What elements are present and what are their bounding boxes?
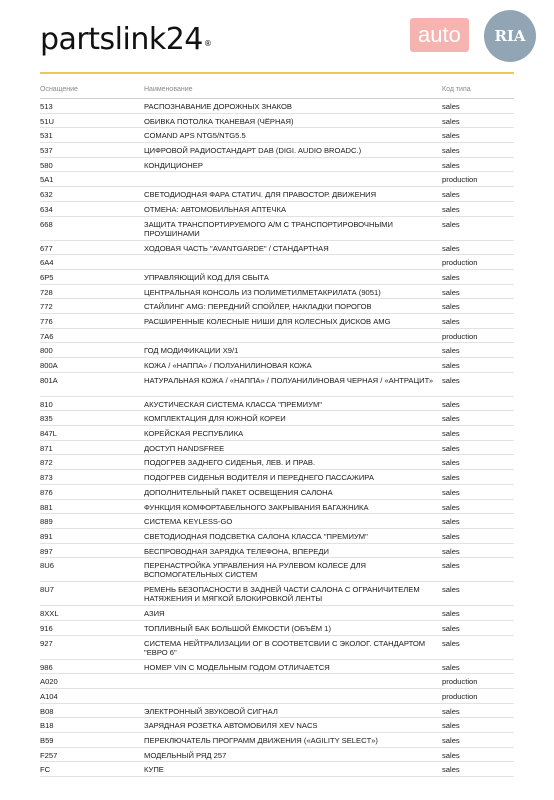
- option-code: 881: [40, 502, 53, 512]
- type-code: sales: [442, 243, 460, 253]
- type-code: sales: [442, 346, 460, 356]
- option-code: A104: [40, 692, 58, 701]
- type-code: production: [442, 692, 478, 701]
- column-header-type-code: Код типа: [442, 86, 471, 93]
- option-code: 872: [40, 458, 53, 468]
- type-code: sales: [442, 561, 460, 571]
- type-code: sales: [442, 190, 460, 200]
- option-name: ОТМЕНА: АВТОМОБИЛЬНАЯ АПТЕЧКА: [144, 204, 287, 214]
- option-code: F257: [40, 750, 58, 760]
- table-row: [40, 255, 514, 270]
- option-name: СИСТЕМА НЕЙТРАЛИЗАЦИИ ОГ В СООТВЕТСВИИ С ЭКОЛОГ. СТАНДАРТОМ "ЕВРО 6": [144, 638, 426, 657]
- page-header: [0, 0, 554, 74]
- type-code: sales: [442, 302, 460, 312]
- option-code: 871: [40, 443, 53, 453]
- option-code: 897: [40, 546, 53, 556]
- type-code: sales: [442, 623, 460, 633]
- type-code: sales: [442, 131, 460, 141]
- type-code: production: [442, 175, 478, 185]
- table-row: [40, 718, 514, 733]
- option-code: 835: [40, 414, 53, 424]
- option-code: 873: [40, 473, 53, 483]
- option-code: 800: [40, 346, 53, 356]
- table-header: [40, 86, 514, 99]
- option-code: 986: [40, 662, 53, 672]
- option-name: [144, 692, 442, 703]
- option-name: КОНДИЦИОНЕР: [144, 160, 203, 170]
- option-code: 668: [40, 219, 53, 229]
- option-code: 927: [40, 638, 53, 648]
- option-code: 8U6: [40, 561, 54, 571]
- table-row: [40, 441, 514, 456]
- type-code: sales: [442, 750, 460, 760]
- option-name: КОРЕЙСКАЯ РЕСПУБЛИКА: [144, 429, 244, 439]
- auto-ria-watermark: [410, 10, 540, 62]
- table-row: [40, 172, 514, 187]
- option-code: 6A4: [40, 258, 54, 268]
- type-code: sales: [442, 399, 460, 409]
- type-code: sales: [442, 429, 460, 439]
- table-row: [40, 158, 514, 173]
- table-row: [40, 500, 514, 515]
- option-name: ПОДОГРЕВ ЗАДНЕГО СИДЕНЬЯ, ЛЕВ. И ПРАВ.: [144, 458, 316, 468]
- option-name: ОБИВКА ПОТОЛКА ТКАНЕВАЯ (ЧЁРНАЯ): [144, 116, 294, 126]
- table-row: [40, 748, 514, 763]
- type-code: sales: [442, 272, 460, 282]
- option-name: СВЕТОДИОДНАЯ ПОДСВЕТКА САЛОНА КЛАССА "ПРЕМИУМ": [144, 531, 368, 541]
- option-name: [144, 332, 442, 343]
- option-code: 728: [40, 287, 53, 297]
- option-name: СТАЙЛИНГ AMG: ПЕРЕДНИЙ СПОЙЛЕР, НАКЛАДКИ ПОРОГОВ: [144, 302, 372, 312]
- option-name: ПОДОГРЕВ СИДЕНЬЯ ВОДИТЕЛЯ И ПЕРЕДНЕГО ПАССАЖИРА: [144, 473, 374, 483]
- option-name: КУПЕ: [144, 765, 164, 775]
- table-row: [40, 514, 514, 529]
- option-code: 632: [40, 190, 53, 200]
- option-code: 876: [40, 487, 53, 497]
- option-code: 513: [40, 102, 53, 111]
- table-row: [40, 704, 514, 719]
- table-row: [40, 299, 514, 314]
- type-code: production: [442, 258, 478, 268]
- option-name: COMAND APS NTG5/NTG5.5: [144, 131, 246, 141]
- option-code: 916: [40, 623, 53, 633]
- type-code: sales: [442, 517, 460, 527]
- option-code: B59: [40, 736, 54, 746]
- table-row: [40, 558, 514, 582]
- option-name: СИСТЕМА KEYLESS-GO: [144, 517, 233, 527]
- type-code: sales: [442, 287, 460, 297]
- table-row: [40, 187, 514, 202]
- type-code: sales: [442, 458, 460, 468]
- table-row: [40, 241, 514, 256]
- auto-ria-text: auto: [410, 18, 469, 52]
- option-code: 580: [40, 160, 53, 170]
- option-code: 847L: [40, 429, 57, 439]
- table-row: [40, 689, 514, 704]
- type-code: sales: [442, 414, 460, 424]
- option-name: ЭЛЕКТРОННЫЙ ЗВУКОВОЙ СИГНАЛ: [144, 706, 278, 716]
- table-row: [40, 202, 514, 217]
- table-row: [40, 529, 514, 544]
- type-code: sales: [442, 160, 460, 170]
- option-code: 891: [40, 531, 53, 541]
- option-code: 5A1: [40, 175, 54, 185]
- option-code: FC: [40, 765, 51, 775]
- option-name: РАСШИРЕННЫЕ КОЛЕСНЫЕ НИШИ ДЛЯ КОЛЕСНЫХ ДИСКОВ AMG: [144, 316, 391, 326]
- table-row: [40, 285, 514, 300]
- table-row: [40, 343, 514, 358]
- option-name: ПЕРЕКЛЮЧАТЕЛЬ ПРОГРАММ ДВИЖЕНИЯ («AGILITY SELECT»): [144, 736, 378, 746]
- table-row: [40, 411, 514, 426]
- option-name: КОЖА / «НАППА» / ПОЛУАНИЛИНОВАЯ КОЖА: [144, 361, 312, 370]
- type-code: production: [442, 331, 478, 341]
- table-row: [40, 128, 514, 143]
- table-row: [40, 582, 514, 606]
- type-code: sales: [442, 638, 460, 648]
- option-code: 7A6: [40, 331, 54, 341]
- header-divider: [40, 72, 514, 74]
- table-row: [40, 544, 514, 559]
- table-row: [40, 426, 514, 441]
- ria-logo-icon: RIA: [484, 10, 536, 62]
- option-name: ПЕРЕНАСТРОЙКА УПРАВЛЕНИЯ НА РУЛЕВОМ КОЛЕСЕ ДЛЯ ВСПОМОГАТЕЛЬНЫХ СИСТЕМ: [144, 561, 367, 580]
- option-name: [144, 258, 442, 269]
- table-row: [40, 485, 514, 500]
- option-code: 800A: [40, 361, 58, 370]
- type-code: sales: [442, 706, 460, 716]
- option-code: 677: [40, 243, 53, 253]
- type-code: sales: [442, 473, 460, 483]
- option-name: ГОД МОДИФИКАЦИИ X9/1: [144, 346, 239, 356]
- type-code: sales: [442, 736, 460, 746]
- option-name: [144, 677, 442, 688]
- type-code: sales: [442, 662, 460, 672]
- option-code: 531: [40, 131, 53, 141]
- type-code: production: [442, 677, 478, 687]
- option-code: 8XXL: [40, 609, 59, 619]
- option-code: 772: [40, 302, 53, 312]
- option-name: УПРАВЛЯЮЩИЙ КОД ДЛЯ СБЫТА: [144, 272, 269, 282]
- table-row: [40, 217, 514, 241]
- option-name: ЦИФРОВОЙ РАДИОСТАНДАРТ DAB (DIGI. AUDIO BROADC.): [144, 146, 362, 156]
- option-name: БЕСПРОВОДНАЯ ЗАРЯДКА ТЕЛЕФОНА, ВПЕРЕДИ: [144, 546, 329, 556]
- type-code: sales: [442, 546, 460, 556]
- option-name: ЗАРЯДНАЯ РОЗЕТКА АВТОМОБИЛЯ XEV NACS: [144, 721, 318, 731]
- type-code: sales: [442, 102, 460, 111]
- option-code: 634: [40, 204, 53, 214]
- option-name: РАСПОЗНАВАНИЕ ДОРОЖНЫХ ЗНАКОВ: [144, 102, 292, 111]
- type-code: sales: [442, 531, 460, 541]
- option-name: ФУНКЦИЯ КОМФОРТАБЕЛЬНОГО ЗАКРЫВАНИЯ БАГАЖНИКА: [144, 502, 369, 512]
- type-code: sales: [442, 721, 460, 731]
- option-name: ХОДОВАЯ ЧАСТЬ "AVANTGARDE" / СТАНДАРТНАЯ: [144, 243, 329, 253]
- option-name: АКУСТИЧЕСКАЯ СИСТЕМА КЛАССА "ПРЕМИУМ": [144, 399, 322, 409]
- type-code: sales: [442, 219, 460, 229]
- option-code: 776: [40, 316, 53, 326]
- type-code: sales: [442, 765, 460, 775]
- registered-mark: ®: [203, 39, 212, 48]
- table-row: [40, 329, 514, 344]
- option-name: [144, 175, 442, 186]
- option-code: 8U7: [40, 585, 54, 595]
- option-code: 889: [40, 517, 53, 527]
- table-row: [40, 455, 514, 470]
- type-code: sales: [442, 609, 460, 619]
- option-name: НОМЕР VIN С МОДЕЛЬНЫМ ГОДОМ ОТЛИЧАЕТСЯ: [144, 662, 330, 672]
- table-row: [40, 99, 514, 114]
- column-header-name: Наименование: [144, 86, 193, 93]
- table-row: [40, 373, 514, 397]
- option-code: B08: [40, 706, 54, 716]
- table-row: [40, 358, 514, 373]
- option-code: 537: [40, 146, 53, 156]
- table-row: [40, 143, 514, 158]
- type-code: sales: [442, 585, 460, 595]
- column-header-equipment: Оснащение: [40, 86, 78, 93]
- option-name: ЦЕНТРАЛЬНАЯ КОНСОЛЬ ИЗ ПОЛИМЕТИЛМЕТАКРИЛАТА (9051): [144, 287, 381, 297]
- type-code: sales: [442, 502, 460, 512]
- option-name: НАТУРАЛЬНАЯ КОЖА / «НАППА» / ПОЛУАНИЛИНОВАЯ ЧЕРНАЯ / «АНТРАЦИТ»: [144, 375, 434, 385]
- type-code: sales: [442, 443, 460, 453]
- type-code: sales: [442, 375, 460, 385]
- option-code: B18: [40, 721, 54, 731]
- table-row: [40, 270, 514, 285]
- type-code: sales: [442, 116, 460, 126]
- option-code: A020: [40, 677, 58, 687]
- option-name: КОМПЛЕКТАЦИЯ ДЛЯ ЮЖНОЙ КОРЕИ: [144, 414, 286, 424]
- type-code: sales: [442, 204, 460, 214]
- table-row: [40, 660, 514, 675]
- table-row: [40, 114, 514, 129]
- option-code: 51U: [40, 116, 54, 126]
- option-code: 801A: [40, 375, 58, 385]
- table-row: [40, 636, 514, 660]
- option-name: ЗАЩИТА ТРАНСПОРТИРУЕМОГО А/М С ТРАНСПОРТИРОВОЧНЫМИ ПРОУШИНАМИ: [144, 219, 393, 238]
- type-code: sales: [442, 487, 460, 497]
- brand-name: partslink24: [40, 22, 203, 57]
- option-name: МОДЕЛЬНЫЙ РЯД 257: [144, 750, 227, 760]
- table-row: [40, 397, 514, 412]
- option-name: ТОПЛИВНЫЙ БАК БОЛЬШОЙ ЁМКОСТИ (ОБЪЁМ 1): [144, 623, 331, 633]
- table-row: [40, 606, 514, 621]
- table-row: [40, 762, 514, 777]
- option-name: ДОПОЛНИТЕЛЬНЫЙ ПАКЕТ ОСВЕЩЕНИЯ САЛОНА: [144, 487, 333, 497]
- option-name: АЗИЯ: [144, 609, 165, 619]
- type-code: sales: [442, 316, 460, 326]
- option-code: 810: [40, 399, 53, 409]
- equipment-table: [40, 86, 514, 777]
- option-code: 6P5: [40, 272, 54, 282]
- table-row: [40, 314, 514, 329]
- type-code: sales: [442, 146, 460, 156]
- option-name: ДОСТУП HANDSFREE: [144, 443, 225, 453]
- option-name: РЕМЕНЬ БЕЗОПАСНОСТИ В ЗАДНЕЙ ЧАСТИ САЛОНА С ОГРАНИЧИТЕЛЕМ НАТЯЖЕНИЯ И МЯГКОЙ БЛОКИРОВКОЙ ЛЕНТЫ: [144, 585, 420, 604]
- table-row: [40, 470, 514, 485]
- partslink24-logo: [40, 20, 211, 60]
- table-row: [40, 733, 514, 748]
- option-name: СВЕТОДИОДНАЯ ФАРА СТАТИЧ. ДЛЯ ПРАВОСТОР. ДВИЖЕНИЯ: [144, 190, 377, 200]
- table-row: [40, 621, 514, 636]
- type-code: sales: [442, 361, 460, 370]
- table-body: [40, 99, 514, 777]
- table-row: [40, 674, 514, 689]
